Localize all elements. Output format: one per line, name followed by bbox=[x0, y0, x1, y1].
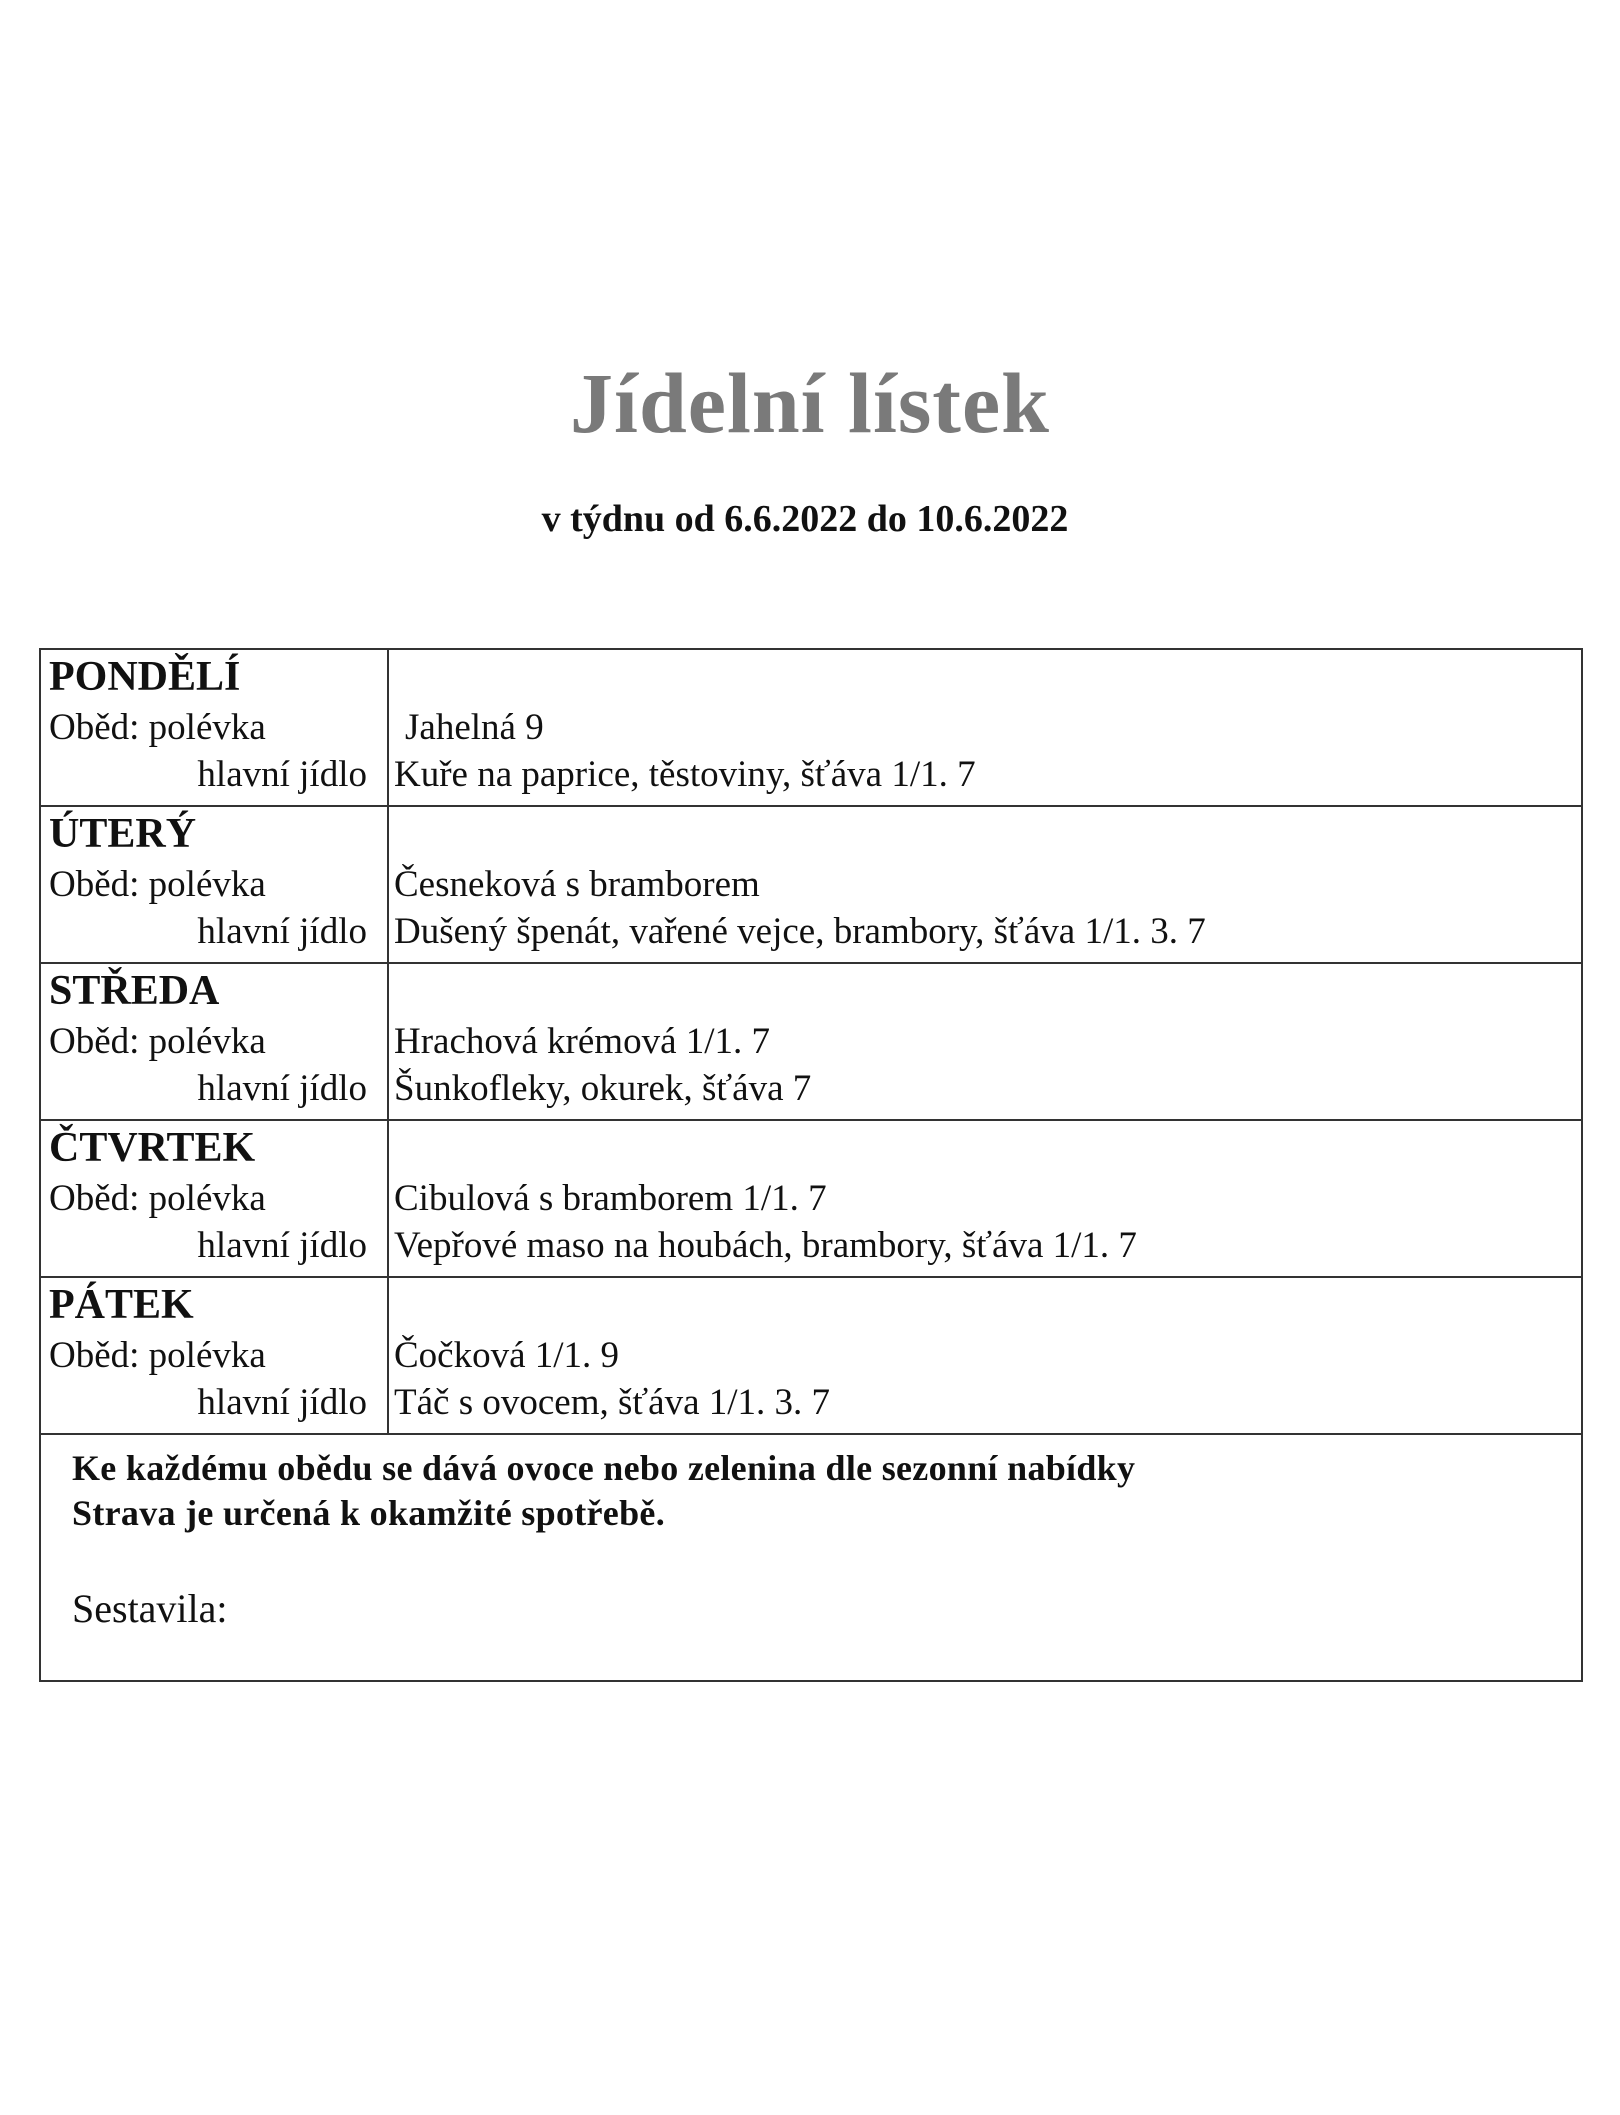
day-row-wednesday bbox=[40, 963, 1582, 1120]
day-label-cell bbox=[40, 1277, 388, 1434]
soup-label: Oběd: polévka bbox=[49, 864, 266, 905]
main-dish-label: hlavní jídlo bbox=[197, 1068, 367, 1109]
day-label-cell bbox=[40, 806, 388, 963]
consumption-note: Strava je určená k okamžité spotřebě. bbox=[72, 1493, 665, 1533]
main-dish: Táč s ovocem, šťáva 1/1. 3. 7 bbox=[394, 1382, 831, 1423]
main-dish-label: hlavní jídlo bbox=[197, 1382, 367, 1423]
day-name: PONDĚLÍ bbox=[49, 654, 241, 700]
day-row-monday bbox=[40, 649, 1582, 806]
dish-cell bbox=[388, 1277, 1582, 1434]
menu-table bbox=[39, 648, 1583, 1682]
soup-dish: Česneková s bramborem bbox=[394, 864, 760, 905]
main-dish: Dušený špenát, vařené vejce, brambory, šťáva 1/1. 3. 7 bbox=[394, 911, 1206, 952]
dish-cell bbox=[388, 963, 1582, 1120]
soup-label: Oběd: polévka bbox=[49, 1178, 266, 1219]
footer-row bbox=[40, 1434, 1582, 1681]
main-dish: Vepřové maso na houbách, brambory, šťáva 1/1. 7 bbox=[394, 1225, 1137, 1266]
soup-dish: Čočková 1/1. 9 bbox=[394, 1335, 620, 1376]
day-name: STŘEDA bbox=[49, 968, 220, 1014]
signature-label: Sestavila: bbox=[72, 1586, 228, 1631]
day-label-cell bbox=[40, 1120, 388, 1277]
day-row-friday bbox=[40, 1277, 1582, 1434]
day-name: ČTVRTEK bbox=[49, 1125, 256, 1171]
main-dish: Šunkofleky, okurek, šťáva 7 bbox=[394, 1068, 812, 1109]
soup-dish: Hrachová krémová 1/1. 7 bbox=[394, 1021, 771, 1062]
footer-cell bbox=[40, 1434, 1582, 1681]
main-dish-label: hlavní jídlo bbox=[197, 754, 367, 795]
dish-cell bbox=[388, 806, 1582, 963]
day-row-tuesday bbox=[40, 806, 1582, 963]
soup-label: Oběd: polévka bbox=[49, 707, 266, 748]
dish-cell bbox=[388, 649, 1582, 806]
dish-cell bbox=[388, 1120, 1582, 1277]
main-dish: Kuře na paprice, těstoviny, šťáva 1/1. 7 bbox=[394, 754, 976, 795]
week-range: v týdnu od 6.6.2022 do 10.6.2022 bbox=[541, 498, 1069, 540]
day-label-cell bbox=[40, 649, 388, 806]
day-name: PÁTEK bbox=[49, 1282, 194, 1328]
soup-label: Oběd: polévka bbox=[49, 1021, 266, 1062]
main-dish-label: hlavní jídlo bbox=[197, 911, 367, 952]
day-name: ÚTERÝ bbox=[49, 811, 197, 857]
soup-label: Oběd: polévka bbox=[49, 1335, 266, 1376]
day-label-cell bbox=[40, 963, 388, 1120]
page-title: Jídelní lístek bbox=[570, 355, 1050, 451]
fruit-note: Ke každému obědu se dává ovoce nebo zelenina dle sezonní nabídky bbox=[72, 1448, 1136, 1488]
day-row-thursday bbox=[40, 1120, 1582, 1277]
soup-dish: Cibulová s bramborem 1/1. 7 bbox=[394, 1178, 827, 1219]
soup-dish: Jahelná 9 bbox=[405, 707, 544, 748]
main-dish-label: hlavní jídlo bbox=[197, 1225, 367, 1266]
